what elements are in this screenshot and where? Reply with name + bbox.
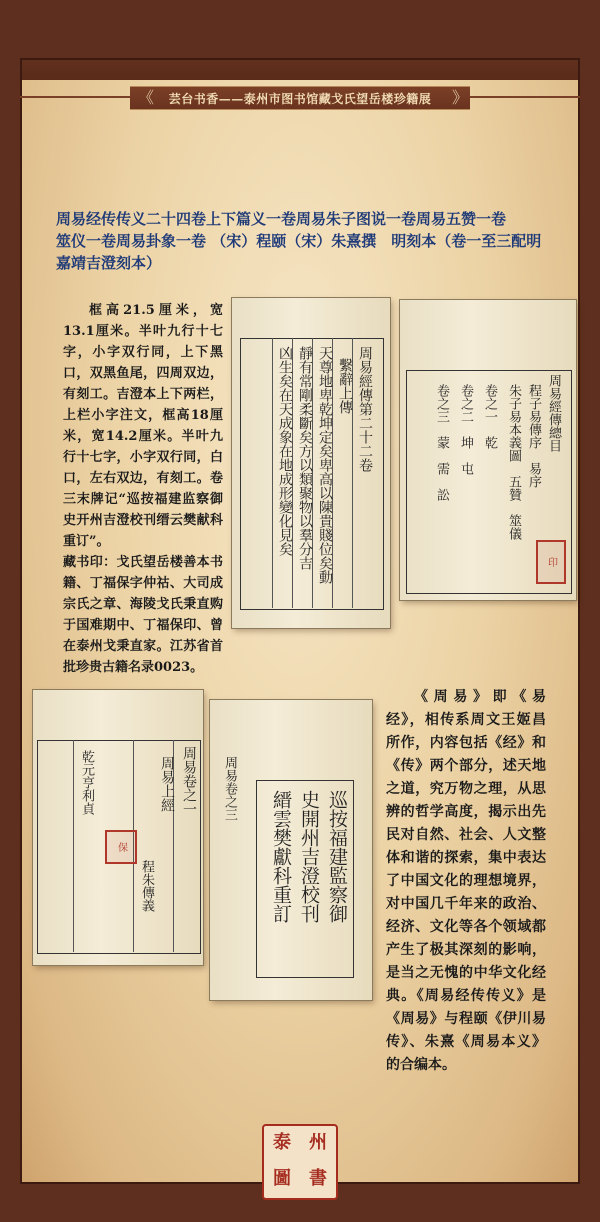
- book-image-colophon: [210, 700, 372, 1000]
- header-bracket-left: 《: [138, 88, 155, 107]
- seal-char-2: 州: [309, 1132, 327, 1153]
- red-seal-stamp-2: 保: [105, 830, 137, 864]
- book-title-line-3: 嘉靖吉澄刻本）: [56, 254, 162, 272]
- header-rule-left: [20, 96, 130, 98]
- book-title-line-1: 周易经传传义二十四卷上下篇义一卷周易朱子图说一卷周易五赞一卷: [56, 210, 507, 228]
- image2-col-3: 朱子易本義圖 五贊 筮儀: [506, 384, 521, 540]
- introduction-paragraph: 《周易》即《易经》，相传系周文王姬昌所作，内容包括《经》和《传》两个部分，述天地之道，究万物之理，从思辨的哲学高度，揭示出先民对自然、社会、人文整体和谐的探索，集中表达了中国文化的理想境界，对中国几千年来的政治、经济、文化等各个领域都产生了极其深刻的影响，是当之无愧的中华文化经典。《周易经传传义》是《周易》与程颐《伊川易传》、朱熹《周易本义》的合编本。: [386, 689, 546, 1073]
- image2-col-2: 程子易傳序 易序: [526, 384, 541, 488]
- header-bracket-right: 》: [452, 88, 469, 107]
- image3-col-4: 乾元亨利貞: [79, 750, 94, 815]
- image3-col-2: 周易上經: [159, 756, 175, 812]
- top-band: [0, 0, 600, 80]
- header-title: 芸台书香——泰州市图书馆藏戈氏望岳楼珍籍展: [168, 91, 432, 106]
- image4-col-2: 巡按福建監察御: [326, 790, 348, 923]
- image3-col-3: 程朱傳義: [139, 860, 154, 912]
- format-description: 框高21.5厘米，宽13.1厘米。半叶九行十七字，小字双行同，上下黑口，双黑鱼尾，四周双边，有刻工。吉澄本上下两栏，上栏小字注文，框高18厘米，宽14.2厘米。半叶九行十七字，小字双行同，白口，左右双边，有刻工。卷三末牌记“巡按福建监察御史开州吉澄校刊缙云樊献科重订”。: [63, 303, 223, 549]
- image2-col-1: 周易經傳總目: [546, 374, 561, 452]
- red-seal-stamp: 印: [536, 540, 566, 584]
- collection-seals: 藏书印：戈氏望岳楼善本书籍、丁福保字仲祜、大司成宗氏之章、海陵戈氏秉直购于国难期中、丁福保印、曾在泰州戈秉直家。江苏省首批珍贵古籍名录0023。: [63, 555, 223, 675]
- image4-col-1: 周易卷之三: [222, 756, 237, 821]
- image1-col-3: 天尊地卑乾坤定矣卑高以陳貴賤位矣動: [317, 346, 333, 584]
- seal-char-4: 書: [309, 1168, 327, 1189]
- image1-col-2: 繫辭上傳: [337, 358, 353, 414]
- image4-col-4: 縉雲樊獻科重訂: [270, 790, 292, 923]
- header-rule-right: [470, 96, 580, 98]
- image1-col-1: 周易經傳第二十二卷: [357, 346, 373, 472]
- book-image-juan-1: [33, 690, 203, 965]
- seal-char-3: 圖: [273, 1168, 291, 1189]
- seal-char-1: 泰: [273, 1132, 291, 1153]
- book-image-juan-22: [232, 298, 390, 628]
- image1-col-5: 凶生矣在天成象在地成形變化見矣: [277, 346, 293, 556]
- header-banner: [130, 86, 470, 110]
- text-introduction: [386, 686, 546, 1077]
- bibliographic-description: [63, 300, 223, 678]
- book-title: [56, 208, 576, 274]
- image3-col-1: 周易卷之一: [181, 746, 197, 816]
- image2-col-4: 卷之一 乾: [482, 384, 497, 449]
- image2-col-5: 卷之二 坤 屯: [458, 384, 473, 475]
- image4-col-3: 史開州吉澄校刊: [298, 790, 320, 923]
- book-image-contents: [400, 300, 576, 600]
- image1-col-4: 靜有常剛柔斷矣方以類聚物以羣分吉: [297, 346, 313, 570]
- library-seal: [262, 1124, 338, 1200]
- book-title-line-2: 筮仪一卷周易卦象一卷 （宋）程颐（宋）朱熹撰 明刻本（卷一至三配明: [56, 232, 542, 250]
- image2-col-6: 卷之三 蒙 需 訟: [434, 384, 449, 501]
